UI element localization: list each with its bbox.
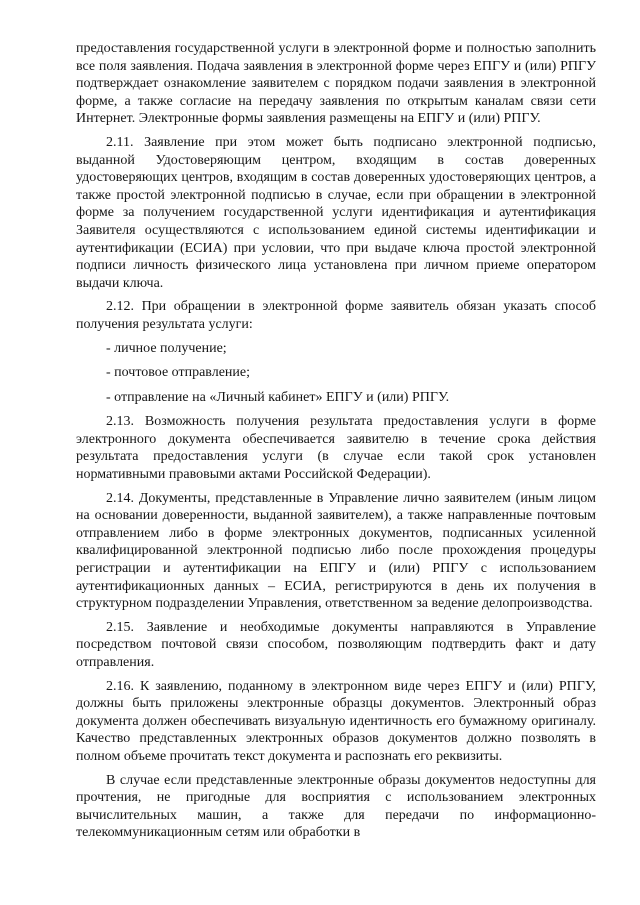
paragraph-2-11: 2.11. Заявление при этом может быть подписано электронной подписью, выданной Удостоверяющим центром, входящим в состав доверенных удостоверяющих центров, входящим в состав доверенных удостоверяющих центров, а также простой электронной подписью в случае, если при обращении в электронной форме за получением государственной услуги идентификация и аутентификация Заявителя осуществляются с использованием единой системы идентификации и аутентификации (ЕСИА) при условии, что при выдаче ключа простой электронной подписи личность физического лица установлена при личном приеме оператором выдачи ключа. bbox=[76, 134, 596, 291]
paragraph-2-14: 2.14. Документы, представленные в Управление лично заявителем (иным лицом на основании доверенности, выданной заявителем), а также направленные почтовым отправлением либо в форме электронных документов, подписанных усиленной квалифицированной электронной подписью либо после прохождения процедуры регистрации и аутентификации на ЕПГУ и (или) РПГУ с использованием аутентификационных данных – ЕСИА, регистрируются в день их получения в структурном подразделении Управления, ответственном за ведение делопроизводства. bbox=[76, 490, 596, 612]
result-options-list bbox=[76, 340, 596, 407]
list-item: - личное получение; bbox=[106, 340, 227, 356]
paragraph-2-13: 2.13. Возможность получения результата предоставления услуги в форме электронного документа обеспечивается заявителю в течение срока действия результата предоставления услуги (в случае если такой срок установлен нормативными правовыми актами Российской Федерации). bbox=[76, 414, 596, 483]
paragraph-2-12: 2.12. При обращении в электронной форме заявитель обязан указать способ получения результата услуги: bbox=[76, 299, 596, 332]
list-item: - почтовое отправление; bbox=[106, 365, 251, 381]
list-item: - отправление на «Личный кабинет» ЕПГУ и (или) РПГУ. bbox=[106, 389, 450, 405]
paragraph-2-15: 2.15. Заявление и необходимые документы направляются в Управление посредством почтовой связи способом, позволяющим подтвердить факт и дату отправления. bbox=[76, 619, 596, 670]
paragraph-unreadable-images: В случае если представленные электронные образы документов недоступны для прочтения, не пригодные для восприятия с использованием электронных вычислительных машин, а также для передачи по информационно-телекоммуникационным сетям или обработки в bbox=[76, 772, 596, 841]
paragraph-2-16: 2.16. К заявлению, поданному в электронном виде через ЕПГУ и (или) РПГУ, должны быть приложены электронные образцы документов. Электронный образ документа должен обеспечивать визуальную идентичность его бумажному оригиналу. Качество представленных электронных образов документов должно позволять в полном объеме прочитать текст документа и распознать его реквизиты. bbox=[76, 678, 596, 764]
paragraph-continuation: предоставления государственной услуги в электронной форме и полностью заполнить все поля заявления. Подача заявления в электронной форме через ЕПГУ и (или) РПГУ подтверждает ознакомление заявителем с порядком подачи заявления в электронной форме, а также согласие на передачу заявления по открытым каналам связи сети Интернет. Электронные формы заявления размещены на ЕПГУ и (или) РПГУ. bbox=[76, 41, 596, 127]
